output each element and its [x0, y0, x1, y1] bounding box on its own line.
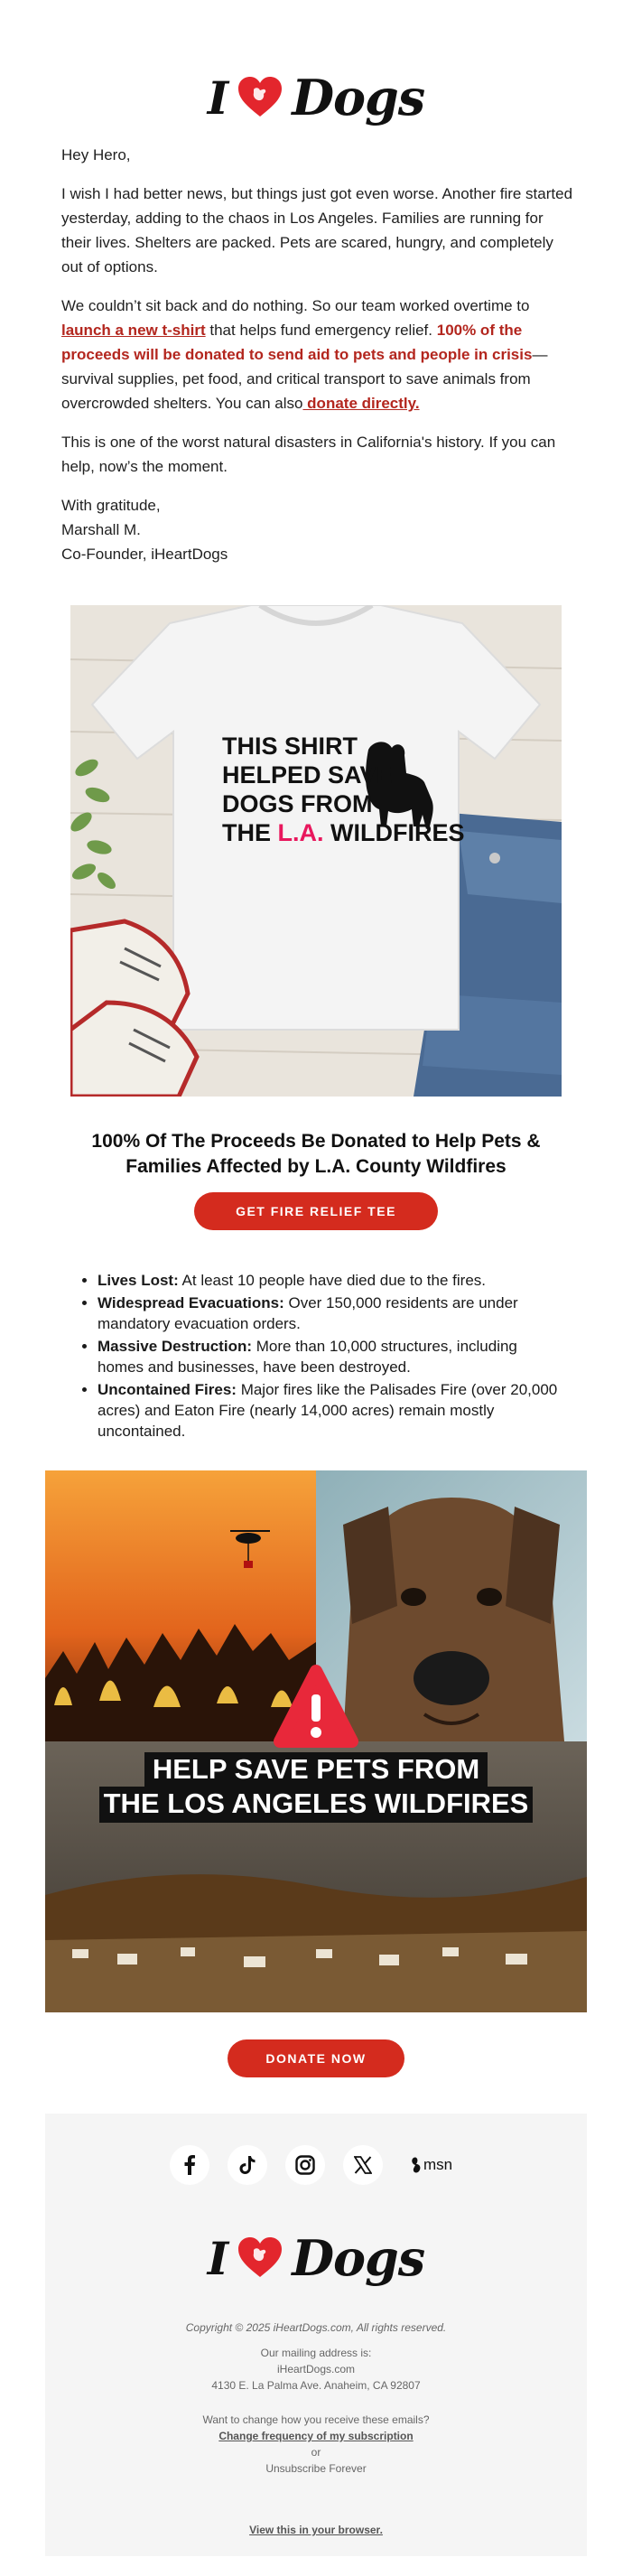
tee-slogan-line-4 [222, 818, 465, 847]
change-frequency-link[interactable]: Change frequency of my subscription [218, 2430, 414, 2442]
greeting: Hey Hero, [61, 146, 131, 163]
msn-label: msn [423, 2156, 453, 2173]
fire-facts-list [98, 1270, 567, 1443]
or-text: or [311, 2446, 321, 2459]
email-body [61, 143, 576, 566]
tee-slogan-line-3: DOGS FROM [222, 790, 373, 817]
signature-line-2: Marshall M. [61, 521, 141, 538]
p2-bold-text: 100% of the proceeds will be donated to send aid to pets and people in crisis [61, 322, 533, 363]
tee-slogan-line-1: THIS SHIRT [222, 733, 358, 760]
view-in-browser-block [0, 2522, 632, 2538]
launch-tshirt-link[interactable]: launch a new t-shirt [61, 322, 206, 339]
facebook-icon[interactable] [170, 2145, 209, 2185]
bullet-label: Lives Lost: [98, 1272, 179, 1289]
signature-line-3: Co-Founder, iHeartDogs [61, 546, 228, 563]
p2-text-c: —survival supplies, pet food, and critical transport to save animals from overcrowded shelters. You can also [61, 346, 548, 412]
tee-slogan-line-4-a: THE [222, 819, 278, 846]
wildfire-appeal-image[interactable] [45, 1470, 587, 2012]
mailing-site: iHeartDogs.com [276, 2363, 356, 2375]
get-fire-relief-tee-button[interactable]: GET FIRE RELIEF TEE [194, 1192, 438, 1230]
mailing-address: 4130 E. La Palma Ave. Anaheim, CA 92807 [211, 2379, 421, 2392]
paragraph-2 [61, 294, 576, 415]
logo-i: I [207, 70, 229, 125]
tee-slogan-la: L.A. [277, 819, 324, 846]
copyright-text: Copyright © 2025 iHeartDogs.com, All rights reserved. [185, 2321, 447, 2334]
x-icon[interactable] [343, 2145, 383, 2185]
proceeds-headline: 100% Of The Proceeds Be Donated to Help Pets & Families Affected by L.A. County Wildfires [91, 1131, 541, 1177]
p2-text-a: We couldn’t sit back and do nothing. So our team worked overtime to [61, 297, 530, 314]
paragraph-3: This is one of the worst natural disasters in California's history. If you can help, now’s the moment. [61, 434, 556, 475]
list-item [98, 1379, 567, 1442]
footer-logo[interactable] [0, 2222, 632, 2294]
msn-butterfly-icon [411, 2156, 423, 2174]
bullet-text: At least 10 people have died due to the fires. [178, 1272, 486, 1289]
subscription-block [0, 2412, 632, 2477]
msn-icon[interactable] [401, 2145, 462, 2185]
donate-now-button[interactable]: DONATE NOW [228, 2039, 404, 2077]
tee-slogan-line-2: HELPED SAVE [222, 761, 393, 789]
footer-logo-dogs: Dogs [292, 2229, 425, 2287]
iheartdogs-logo[interactable] [0, 61, 632, 134]
paragraph-1: I wish I had better news, but things just got even worse. Another fire started yesterday, adding to the chaos in Los Angeles. Families are running for their lives. Shelters are packed. Pets are scared, hungry, and completely out of options. [61, 185, 573, 275]
heart-icon [237, 77, 283, 118]
view-in-browser-link[interactable]: View this in your browser. [249, 2524, 383, 2536]
signature-line-1: With gratitude, [61, 497, 161, 514]
list-item [98, 1270, 567, 1291]
tiktok-icon[interactable] [228, 2145, 267, 2185]
p2-text-b: that helps fund emergency relief. [205, 322, 437, 339]
bullet-text: Over 150,000 residents are under mandatory evacuation orders. [98, 1294, 518, 1332]
bullet-label: Widespread Evacuations: [98, 1294, 284, 1311]
change-question: Want to change how you receive these emails? [202, 2413, 430, 2426]
social-links [0, 2142, 632, 2188]
fire-image-caption [45, 1752, 587, 1821]
tee-slogan-line-4-c: WILDFIRES [323, 819, 465, 846]
logo-dogs: Dogs [292, 69, 425, 126]
bullet-label: Massive Destruction: [98, 1338, 252, 1355]
mailing-label: Our mailing address is: [260, 2347, 372, 2359]
list-item [98, 1336, 567, 1377]
tee-slogan [222, 732, 465, 847]
list-item [98, 1293, 567, 1334]
bullet-text: Major fires like the Palisades Fire (over 20,000 acres) and Eaton Fire (nearly 14,000 acres) remain mostly uncontained. [98, 1381, 558, 1440]
tee-illustration [70, 605, 562, 1097]
fire-relief-tee-image[interactable] [70, 605, 562, 1097]
bullet-label: Uncontained Fires: [98, 1381, 237, 1398]
donate-directly-link[interactable]: donate directly. [302, 395, 420, 412]
fire-caption-line-2: THE LOS ANGELES WILDFIRES [103, 1787, 529, 1819]
instagram-icon[interactable] [285, 2145, 325, 2185]
fire-caption-line-1: HELP SAVE PETS FROM [152, 1753, 480, 1785]
footer-heart-icon [237, 2237, 283, 2279]
mailing-address-block [0, 2345, 632, 2394]
wildfire-illustration [45, 1470, 587, 2012]
unsubscribe-link[interactable]: Unsubscribe Forever [265, 2462, 367, 2475]
footer-logo-i: I [207, 2231, 229, 2285]
bullet-text: More than 10,000 structures, including homes and businesses, have been destroyed. [98, 1338, 517, 1376]
